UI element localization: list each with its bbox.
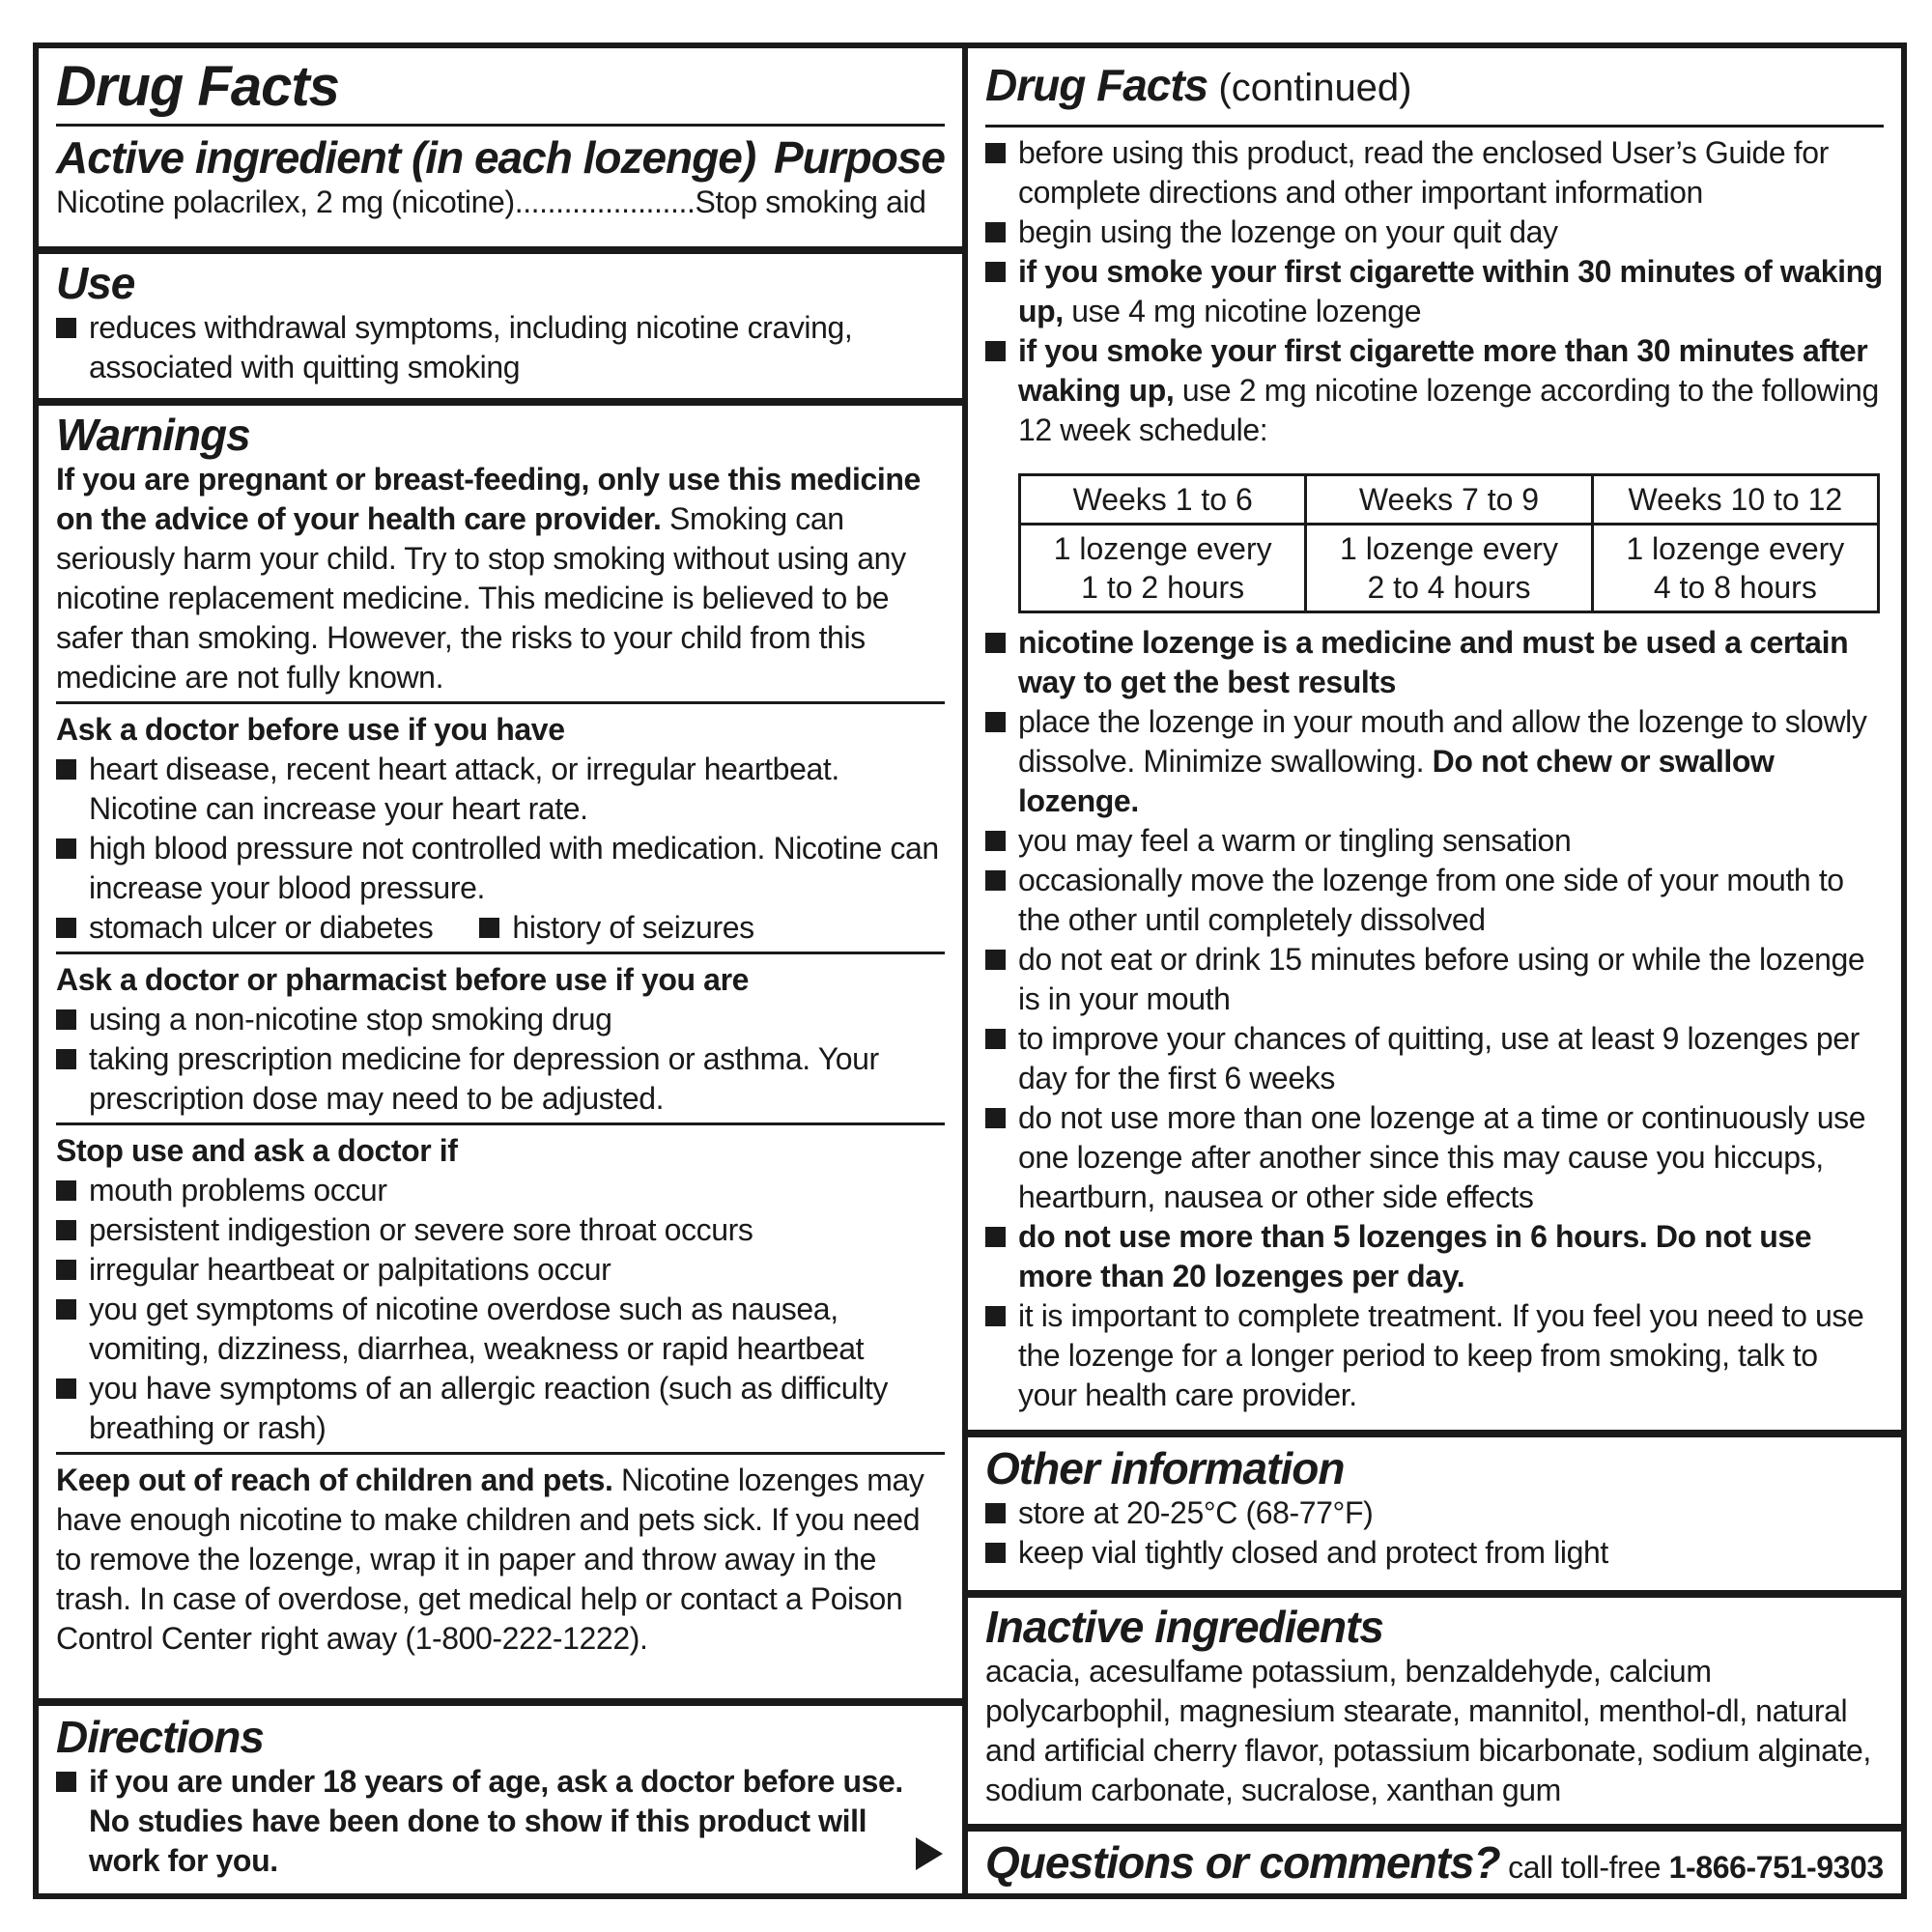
section-divider	[968, 1824, 1901, 1832]
list-item-bold: nicotine lozenge is a medicine and must be used a certain way to get the best results	[1018, 625, 1849, 699]
table-row	[1020, 525, 1879, 612]
cell-line: 1 lozenge every	[1626, 531, 1845, 566]
table-header-cell: Weeks 10 to 12	[1592, 475, 1878, 525]
inline-items-row	[56, 908, 945, 948]
list-item	[985, 861, 1884, 940]
keep-out-bold: Keep out of reach of children and pets.	[56, 1463, 613, 1497]
active-ingredient-row	[56, 183, 945, 222]
list-item: store at 20-25°C (68-77°F)	[985, 1493, 1884, 1533]
list-item-bold: do not use more than 5 lozenges in 6 hours. Do not use more than 20 lozenges per day.	[1018, 1219, 1812, 1293]
section-divider	[968, 1430, 1901, 1437]
list-item-text: you may feel a warm or tingling sensation	[1018, 823, 1572, 858]
pregnancy-warning	[56, 460, 945, 697]
table-header-cell: Weeks 7 to 9	[1306, 475, 1592, 525]
continue-arrow-icon	[916, 1837, 943, 1870]
list-item	[985, 213, 1884, 252]
list-item: using a non-nicotine stop smoking drug	[56, 1000, 945, 1039]
list-item-bold: if you smoke your first cigarette within 30 minutes of waking up,	[1018, 254, 1883, 328]
list-item	[985, 1217, 1884, 1296]
list-item	[985, 331, 1884, 450]
continued-title	[985, 60, 1884, 121]
divider	[56, 952, 945, 954]
list-item: you have symptoms of an allergic reaction (such as difficulty breathing or rash)	[56, 1369, 945, 1448]
list-item: history of seizures	[479, 908, 753, 948]
divider	[56, 701, 945, 704]
active-ingredient-heading: Active ingredient (in each lozenge)	[56, 132, 756, 183]
list-item-bold: Do not chew or swallow lozenge.	[1018, 744, 1775, 818]
list-item	[985, 1098, 1884, 1217]
cell-line: 2 to 4 hours	[1367, 570, 1531, 605]
list-item: irregular heartbeat or palpitations occur	[56, 1250, 945, 1290]
ingredient-name: Nicotine polacrilex, 2 mg (nicotine)	[56, 185, 515, 219]
inactive-ingredients-section	[968, 1602, 1901, 1810]
cell-line: 1 to 2 hours	[1081, 570, 1245, 605]
pregnancy-warning-bold: If you are pregnant or breast-feeding, only use this medicine on the advice of your health care provider.	[56, 462, 921, 536]
list-item: high blood pressure not controlled with medication. Nicotine can increase your blood pressure.	[56, 829, 945, 908]
questions-text: call toll-free	[1499, 1850, 1669, 1885]
other-information-section	[968, 1443, 1901, 1573]
cell-line: 1 lozenge every	[1340, 531, 1558, 566]
right-column	[968, 48, 1901, 1893]
directions-heading: Directions	[56, 1712, 264, 1762]
list-item-text: place the lozenge in your mouth and allow the lozenge to slowly dissolve. Minimize swallowing.	[1018, 704, 1867, 779]
list-item-text: use 2 mg nicotine lozenge according to the following 12 week schedule:	[1018, 373, 1879, 447]
divider	[56, 1122, 945, 1125]
keep-out-text: Nicotine lozenges may have enough nicotine to make children and pets sick. If you need to remove the lozenge, wrap it in paper and throw away in the trash. In case of overdose, get medical help or contact a Poison Control Center right away (1-800-222-1222).	[56, 1463, 924, 1656]
purpose-value: Stop smoking aid	[695, 185, 926, 219]
list-item	[985, 702, 1884, 821]
ask-doctor-heading: Ask a doctor before use if you have	[56, 712, 565, 747]
section-divider	[39, 246, 962, 254]
section-divider	[968, 1590, 1901, 1598]
list-item-text: begin using the lozenge on your quit day	[1018, 214, 1558, 249]
use-heading: Use	[56, 258, 135, 308]
section-divider	[39, 1698, 962, 1706]
warnings-heading: Warnings	[56, 410, 250, 460]
active-header-row	[56, 132, 945, 183]
stop-use-heading: Stop use and ask a doctor if	[56, 1133, 458, 1168]
list-item: reduces withdrawal symptoms, including nicotine craving, associated with quitting smoking	[56, 308, 945, 387]
list-item-text: do not use more than one lozenge at a time or continuously use one lozenge after another since this may cause you hiccups, heartburn, nausea or other side effects	[1018, 1100, 1866, 1214]
table-header-row	[1020, 475, 1879, 525]
list-item: keep vial tightly closed and protect from light	[985, 1533, 1884, 1573]
list-item: if you are under 18 years of age, ask a doctor before use. No studies have been done to show if this product will work for you.	[56, 1762, 945, 1881]
left-column	[39, 48, 968, 1893]
list-item	[985, 623, 1884, 702]
directions-continued-section	[968, 60, 1901, 1415]
table-cell	[1306, 525, 1592, 612]
warnings-section	[39, 410, 962, 1659]
leader-dots: ......................	[514, 185, 696, 219]
list-item: persistent indigestion or severe sore throat occurs	[56, 1210, 945, 1250]
table-cell	[1592, 525, 1878, 612]
list-item: stomach ulcer or diabetes	[56, 908, 433, 948]
drug-facts-continued-title: Drug Facts	[985, 60, 1208, 110]
list-item-text: it is important to complete treatment. If you feel you need to use the lozenge for a longer period to keep from smoking, talk to your health care provider.	[1018, 1298, 1864, 1412]
divider	[56, 1452, 945, 1455]
inactive-ingredients-text: acacia, acesulfame potassium, benzaldehyde, calcium polycarbophil, magnesium stearate, mannitol, menthol-dl, natural and artificial cherry flavor, potassium bicarbonate, sodium alginate, sodium carbonate, sucralose, xanthan gum	[985, 1654, 1871, 1807]
list-item-text: before using this product, read the enclosed User’s Guide for complete directions and other important information	[1018, 135, 1829, 210]
list-item-bold: if you smoke your first cigarette more than 30 minutes after waking up,	[1018, 333, 1868, 408]
cell-line: 1 lozenge every	[1053, 531, 1272, 566]
list-item: mouth problems occur	[56, 1171, 945, 1210]
divider	[56, 124, 945, 127]
list-item	[985, 821, 1884, 861]
list-item	[985, 1296, 1884, 1415]
cell-line: 4 to 8 hours	[1653, 570, 1817, 605]
list-item: heart disease, recent heart attack, or irregular heartbeat. Nicotine can increase your heart rate.	[56, 750, 945, 829]
questions-heading: Questions or comments?	[985, 1837, 1500, 1888]
list-item-text: to improve your chances of quitting, use at least 9 lozenges per day for the first 6 weeks	[1018, 1021, 1860, 1095]
table-cell	[1020, 525, 1306, 612]
list-item-text: occasionally move the lozenge from one side of your mouth to the other until completely dissolved	[1018, 863, 1844, 937]
inactive-ingredients-heading: Inactive ingredients	[985, 1602, 1384, 1652]
list-item	[985, 940, 1884, 1019]
ask-pharmacist-heading: Ask a doctor or pharmacist before use if you are	[56, 962, 750, 997]
other-information-heading: Other information	[985, 1443, 1345, 1493]
drug-facts-title: Drug Facts	[56, 55, 339, 118]
table-header-cell: Weeks 1 to 6	[1020, 475, 1306, 525]
list-item	[985, 133, 1884, 213]
list-item: taking prescription medicine for depression or asthma. Your prescription dose may need to be adjusted.	[56, 1039, 945, 1119]
use-section	[39, 258, 962, 387]
list-item	[985, 1019, 1884, 1098]
list-item-text: do not eat or drink 15 minutes before using or while the lozenge is in your mouth	[1018, 942, 1865, 1016]
divider	[985, 125, 1884, 128]
pregnancy-warning-text: Smoking can seriously harm your child. Try to stop smoking without using any nicotine replacement medicine. This medicine is believed to be safer than smoking. However, the risks to your child from this medicine are not fully known.	[56, 501, 906, 695]
questions-section	[968, 1837, 1901, 1888]
section-divider	[39, 398, 962, 406]
list-item-text: use 4 mg nicotine lozenge	[1063, 294, 1422, 328]
phone-number: 1-866-751-9303	[1668, 1850, 1884, 1885]
drug-facts-panel	[33, 43, 1907, 1899]
list-item	[985, 252, 1884, 331]
continued-label: (continued)	[1208, 67, 1412, 109]
dosing-schedule-table	[1018, 473, 1880, 613]
directions-section	[39, 1712, 962, 1881]
active-ingredient-section	[39, 56, 962, 222]
purpose-heading: Purpose	[773, 132, 945, 183]
keep-out-warning	[56, 1461, 945, 1659]
list-item: you get symptoms of nicotine overdose such as nausea, vomiting, dizziness, diarrhea, weakness or rapid heartbeat	[56, 1290, 945, 1369]
